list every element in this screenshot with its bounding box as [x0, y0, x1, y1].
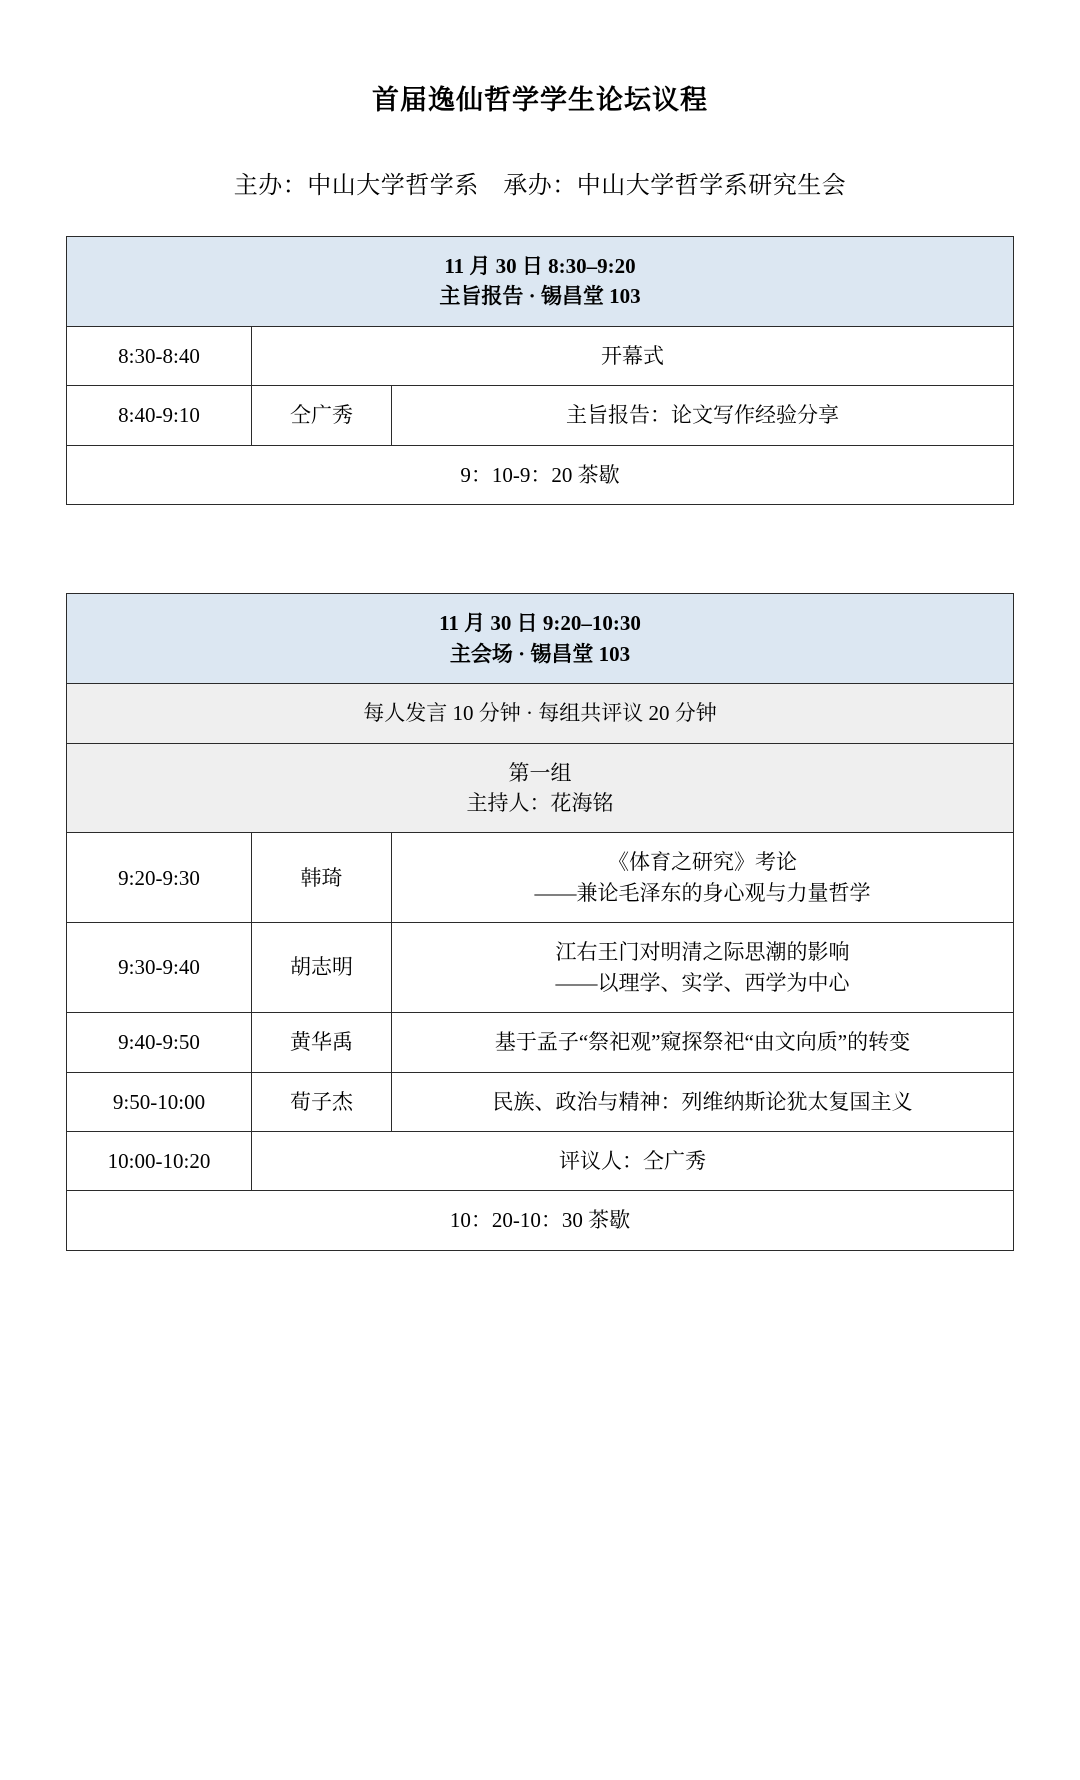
session-header-line1: 11 月 30 日 9:20–10:30	[439, 611, 641, 636]
row-topic: 评议人：仝广秀	[252, 1132, 1014, 1191]
table-row	[67, 386, 1014, 445]
session-note	[67, 684, 1014, 743]
session-note-text: 每人发言 10 分钟 · 每组共评议 20 分钟	[67, 684, 1014, 743]
break-text: 9：10-9：20 茶歇	[67, 445, 1014, 504]
table-row	[67, 1072, 1014, 1131]
session-header-line1: 11 月 30 日 8:30–9:20	[444, 254, 636, 278]
row-speaker: 荀子杰	[252, 1072, 392, 1131]
row-topic: 开幕式	[252, 326, 1014, 385]
group-header	[67, 743, 1014, 833]
row-topic-sub: ——兼论毛泽东的身心观与力量哲学	[534, 880, 871, 905]
row-time: 9:30-9:40	[67, 923, 252, 1013]
row-time: 8:30-8:40	[67, 326, 252, 385]
agenda-table-session-1	[66, 236, 1014, 505]
row-speaker: 黄华禹	[252, 1013, 392, 1072]
row-topic-main: 江右王门对明清之际思潮的影响	[555, 940, 850, 965]
row-topic: 基于孟子“祭祀观”窥探祭祀“由文向质”的转变	[392, 1013, 1014, 1072]
table-row	[67, 1132, 1014, 1191]
row-topic	[392, 833, 1014, 923]
row-topic: 民族、政治与精神：列维纳斯论犹太复国主义	[392, 1072, 1014, 1131]
session-header-line2: 主旨报告 · 锡昌堂 103	[439, 284, 641, 309]
page-title: 首届逸仙哲学学生论坛议程	[372, 85, 708, 115]
group-name: 第一组	[508, 760, 572, 785]
table-row-break	[67, 1191, 1014, 1250]
organizer-line: 主办：中山大学哲学系 承办：中山大学哲学系研究生会	[233, 173, 847, 199]
row-time: 9:20-9:30	[67, 833, 252, 923]
session-header	[67, 237, 1014, 327]
session-header-line2: 主会场 · 锡昌堂 103	[449, 641, 631, 666]
table-row	[67, 326, 1014, 385]
row-time: 9:50-10:00	[67, 1072, 252, 1131]
table-row	[67, 923, 1014, 1013]
row-time: 9:40-9:50	[67, 1013, 252, 1072]
break-text: 10：20-10：30 茶歇	[67, 1191, 1014, 1250]
row-speaker: 韩琦	[252, 833, 392, 923]
row-topic	[392, 923, 1014, 1013]
row-topic-main: 《体育之研究》考论	[608, 850, 797, 875]
row-topic: 主旨报告：论文写作经验分享	[392, 386, 1014, 445]
row-time: 8:40-9:10	[67, 386, 252, 445]
agenda-table-session-2	[66, 593, 1014, 1251]
row-speaker: 仝广秀	[252, 386, 392, 445]
table-row-break	[67, 445, 1014, 504]
group-moderator: 主持人：花海铭	[466, 790, 614, 815]
section-spacer	[66, 567, 1014, 593]
table-row	[67, 833, 1014, 923]
row-time: 10:00-10:20	[67, 1132, 252, 1191]
row-topic-sub: ——以理学、实学、西学为中心	[555, 970, 850, 995]
table-row	[67, 1013, 1014, 1072]
session-header	[67, 594, 1014, 684]
row-speaker: 胡志明	[252, 923, 392, 1013]
